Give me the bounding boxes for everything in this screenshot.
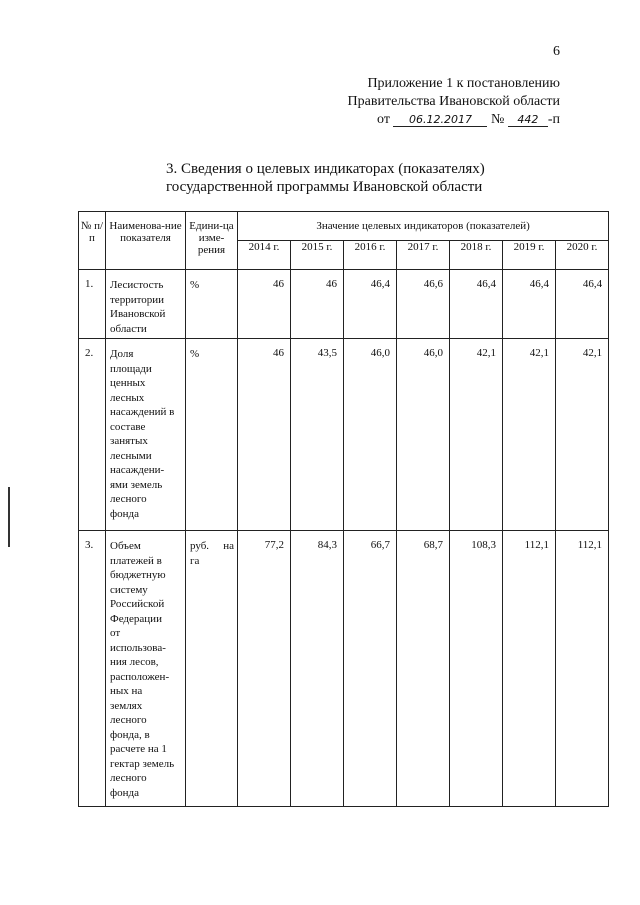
name-line: бюджетную: [110, 569, 166, 581]
value-2019: 46,4: [503, 270, 556, 339]
row-number: 3.: [79, 531, 106, 807]
name-line: лесными: [110, 449, 152, 462]
appendix-line-3: [300, 111, 560, 129]
number-label: №: [490, 112, 505, 127]
name-line: ями земель: [110, 478, 163, 491]
value-2014: 46: [238, 270, 291, 339]
name-line: лесных: [110, 391, 145, 404]
name-line: ния лесов,: [110, 656, 159, 668]
name-line: ных на: [110, 685, 143, 697]
scan-edge-mark: [8, 487, 10, 547]
name-line: расположен-: [110, 670, 170, 683]
header-year: 2018 г.: [450, 241, 503, 270]
value-2015: 43,5: [291, 339, 344, 531]
value-2018: 108,3: [450, 531, 503, 807]
header-year: 2015 г.: [291, 241, 344, 270]
indicator-name: [106, 531, 186, 807]
section-title: [166, 160, 485, 196]
name-line: систему: [110, 583, 148, 596]
indicators-table: [78, 211, 609, 807]
name-line: Ивановской: [110, 308, 166, 320]
name-line: лесного: [110, 714, 147, 726]
row-number: 2.: [79, 339, 106, 531]
header-year: 2016 г.: [344, 241, 397, 270]
name-line: области: [110, 322, 147, 335]
value-2015: 46: [291, 270, 344, 339]
title-line-1: 3. Сведения о целевых индикаторах (показателях): [166, 161, 485, 177]
name-line: Федерации: [110, 612, 162, 625]
value-2017: 68,7: [397, 531, 450, 807]
header-unit: Едини-ца изме-рения: [186, 212, 238, 270]
unit: руб. на га: [186, 531, 238, 807]
header-year: 2019 г.: [503, 241, 556, 270]
name-line: гектар земель: [110, 757, 175, 770]
header-values-group: Значение целевых индикаторов (показателей): [238, 212, 609, 241]
value-2018: 46,4: [450, 270, 503, 339]
value-2014: 46: [238, 339, 291, 531]
name-line: занятых: [110, 435, 148, 447]
indicator-name: [106, 339, 186, 531]
handwritten-date: 06.12.2017: [393, 113, 487, 127]
name-line: площади: [110, 362, 152, 375]
appendix-line-2: Правительства Ивановской области: [347, 94, 560, 109]
value-2016: 46,4: [344, 270, 397, 339]
row-number: 1.: [79, 270, 106, 339]
name-line: составе: [110, 420, 146, 433]
value-2017: 46,0: [397, 339, 450, 531]
indicator-name: [106, 270, 186, 339]
name-line: использова-: [110, 641, 166, 654]
value-2016: 66,7: [344, 531, 397, 807]
name-line: платежей в: [110, 554, 162, 567]
from-label: от: [377, 112, 390, 127]
name-line: Лесистость: [110, 279, 164, 291]
unit: %: [186, 339, 238, 531]
header-year: 2017 г.: [397, 241, 450, 270]
name-line: лесного: [110, 772, 147, 784]
appendix-header: [300, 75, 560, 129]
header-num: № п/п: [79, 212, 106, 270]
name-line: Доля: [110, 348, 134, 360]
value-2019: 42,1: [503, 339, 556, 531]
table-row: [79, 531, 609, 807]
handwritten-number: 442: [508, 113, 548, 127]
name-line: насаждени-: [110, 464, 165, 476]
name-line: землях: [110, 699, 143, 712]
name-line: ценных: [110, 377, 146, 389]
value-2020: 46,4: [556, 270, 609, 339]
value-2015: 84,3: [291, 531, 344, 807]
name-line: насаждений в: [110, 406, 175, 418]
name-line: от: [110, 627, 121, 639]
name-line: фонда: [110, 507, 139, 520]
number-suffix: -п: [547, 112, 560, 127]
value-2020: 42,1: [556, 339, 609, 531]
value-2020: 112,1: [556, 531, 609, 807]
header-name: Наименова-ние показателя: [106, 212, 186, 270]
page-number: 6: [553, 44, 560, 59]
name-line: расчете на 1: [110, 743, 167, 755]
header-year: 2020 г.: [556, 241, 609, 270]
value-2014: 77,2: [238, 531, 291, 807]
table-row: [79, 270, 609, 339]
value-2017: 46,6: [397, 270, 450, 339]
name-line: фонда, в: [110, 728, 150, 741]
name-line: Объем: [110, 540, 141, 552]
unit: %: [186, 270, 238, 339]
appendix-line-1: Приложение 1 к постановлению: [367, 76, 560, 91]
name-line: лесного: [110, 493, 147, 505]
name-line: Российской: [110, 598, 165, 610]
value-2018: 42,1: [450, 339, 503, 531]
title-line-2: государственной программы Ивановской области: [166, 179, 483, 195]
header-year: 2014 г.: [238, 241, 291, 270]
name-line: территории: [110, 293, 165, 306]
value-2019: 112,1: [503, 531, 556, 807]
table-row: [79, 339, 609, 531]
name-line: фонда: [110, 786, 139, 799]
value-2016: 46,0: [344, 339, 397, 531]
